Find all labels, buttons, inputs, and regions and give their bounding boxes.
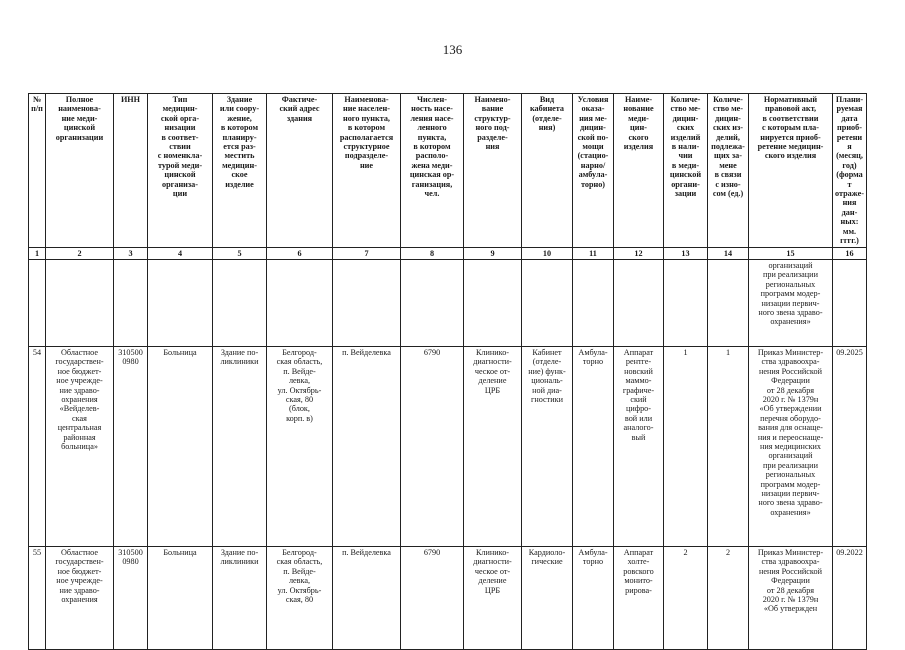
column-number: 2 [46,247,114,259]
structural-unit: Клинико- диагности- ческое от- деление ЦРБ [464,546,522,649]
regulatory-act: Приказ Министер- ства здравоохра- нения Российской Федерации от 28 декабря 2020 г. № 1379н «Об утверждении перечня оборудо- вания для оснаще- ния и переоснаще- ния медицинских организаций при реализации региональных программ модер- низации первич- ного звена здраво- охранения» [749,346,833,546]
planned-date: 09.2025 [833,346,867,546]
inn: 310500 0980 [114,346,148,546]
column-number: 12 [614,247,664,259]
address: Белгород- ская область, п. Вейде- левка, ул. Октябрь- ская, 80 [267,546,333,649]
planned-date: 09.2022 [833,546,867,649]
organization-type: Больница [148,346,213,546]
medical-equipment-table [28,93,867,650]
regulatory-act: Приказ Министер- ства здравоохра- нения Российской Федерации от 28 декабря 2020 г. № 1379н «Об утвержден [749,546,833,649]
row-number: 55 [29,546,46,649]
quantity-available: 2 [664,546,708,649]
building: Здание по- ликлиники [213,546,267,649]
continuation-text: организаций при реализации региональных программ модер- низации первич- ного звена здраво- охранения» [749,259,833,346]
cabinet-type: Кабинет (отделе- ние) функ- циональ- ной диа- гностики [522,346,573,546]
structural-unit: Клинико- диагности- ческое от- деление ЦРБ [464,346,522,546]
header-cell: Нормативный правовой акт, в соответствии с которым пла- нируется приоб- ретение медицин- ского изделия [749,94,833,248]
column-number: 14 [708,247,749,259]
care-conditions: Амбула- торно [573,546,614,649]
locality: п. Вейделевка [333,346,401,546]
inn: 310500 0980 [114,546,148,649]
organization-name: Областное государствен- ное бюджет- ное учрежде- ние здраво- охранения [46,546,114,649]
header-cell: Тип медицин- ской орга- низации в соответ- ствии с номенкла- турой меди- цинской организа- ции [148,94,213,248]
header-cell: Количе- ство ме- дицин- ских изделий в нали- чии в меди- цинской органи- зации [664,94,708,248]
quantity-to-replace: 1 [708,346,749,546]
row-number: 54 [29,346,46,546]
column-number: 11 [573,247,614,259]
column-number: 7 [333,247,401,259]
column-number-row [29,247,867,259]
header-cell: Вид кабинета (отделе- ния) [522,94,573,248]
population: 6790 [401,546,464,649]
cabinet-type: Кардиоло- гические [522,546,573,649]
header-cell: Условия оказа- ния ме- дицин- ской по- мощи (стацио- нарно/ амбула- торно) [573,94,614,248]
header-cell: Числен- ность насе- ления насе- ленного пункта, в котором располо- жена меди- цинская ор- ганизация, чел. [401,94,464,248]
column-number: 10 [522,247,573,259]
column-number: 16 [833,247,867,259]
header-cell: Плани- руемая дата приоб- ретения (месяц, год) (формат отраже- ния дан- ных: мм. гггг.) [833,94,867,248]
header-cell: Наиме- нование меди- цин- ского изделия [614,94,664,248]
device-name: Аппарат рентге- новский маммо- графиче- ский цифро- вой или аналого- вый [614,346,664,546]
table-header-row [29,94,867,248]
column-number: 3 [114,247,148,259]
continuation-row [29,259,867,346]
table-row [29,346,867,546]
header-cell: Наимено- вание структур- ного под- разделе- ния [464,94,522,248]
quantity-to-replace: 2 [708,546,749,649]
device-name: Аппарат холте- ровского монито- рирова- [614,546,664,649]
column-number: 15 [749,247,833,259]
column-number: 9 [464,247,522,259]
header-cell: Наименова- ние населен- ного пункта, в котором располагается структурное подразделе- ние [333,94,401,248]
column-number: 13 [664,247,708,259]
column-number: 6 [267,247,333,259]
column-number: 1 [29,247,46,259]
locality: п. Вейделевка [333,546,401,649]
header-cell: Фактиче- ский адрес здания [267,94,333,248]
organization-name: Областное государствен- ное бюджет- ное учрежде- ние здраво- охранения «Вейделев- ская центральная районная больница» [46,346,114,546]
header-cell: ИНН [114,94,148,248]
header-cell: Полное наименова- ние меди- цинской организации [46,94,114,248]
column-number: 5 [213,247,267,259]
header-cell: № п/п [29,94,46,248]
column-number: 4 [148,247,213,259]
building: Здание по- ликлиники [213,346,267,546]
page-number: 136 [442,42,463,57]
header-cell: Здание или соору- жение, в котором планиру- ется раз- местить медицин- ское изделие [213,94,267,248]
care-conditions: Амбула- торно [573,346,614,546]
address: Белгород- ская область, п. Вейде- левка, ул. Октябрь- ская, 80 (блок, корп. в) [267,346,333,546]
population: 6790 [401,346,464,546]
header-cell: Количе- ство ме- дицин- ских из- делий, подлежа- щих за- мене в связи с изно- сом (ед.) [708,94,749,248]
table-row [29,546,867,649]
organization-type: Больница [148,546,213,649]
column-number: 8 [401,247,464,259]
quantity-available: 1 [664,346,708,546]
